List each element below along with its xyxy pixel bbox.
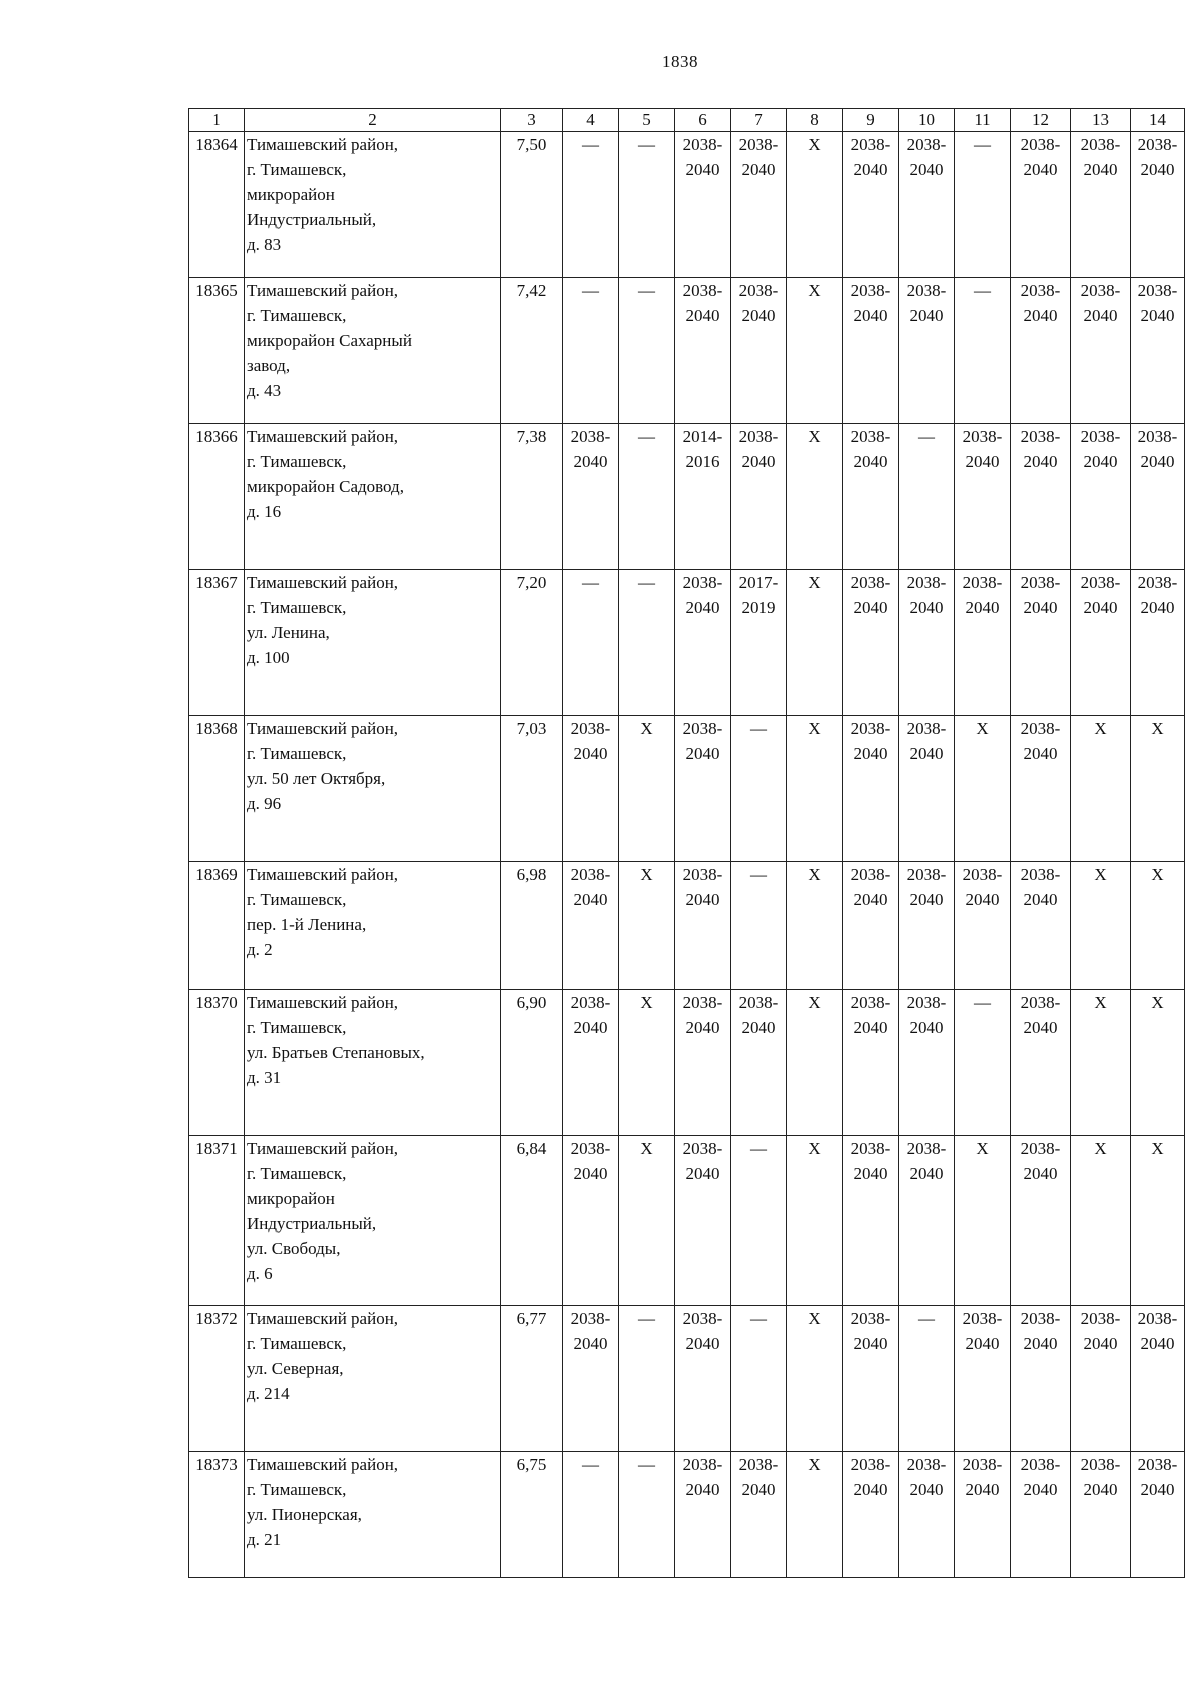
period-cell: 2038- 2040 [675, 990, 731, 1136]
row-id-cell: 18366 [189, 424, 245, 570]
period-cell: 2038- 2040 [1011, 862, 1071, 990]
header-row [189, 109, 1185, 132]
table-row [189, 1306, 1185, 1452]
area-cell: 7,38 [501, 424, 563, 570]
column-header: 3 [501, 109, 563, 132]
row-id-cell: 18365 [189, 278, 245, 424]
period-cell: 2038- 2040 [1011, 424, 1071, 570]
period-cell: Х [787, 570, 843, 716]
period-cell: 2038- 2040 [563, 862, 619, 990]
period-cell: 2017- 2019 [731, 570, 787, 716]
period-cell: 2038- 2040 [1011, 1306, 1071, 1452]
period-cell: 2038- 2040 [843, 570, 899, 716]
period-cell: Х [787, 862, 843, 990]
period-cell: 2038- 2040 [955, 1452, 1011, 1578]
period-cell: 2038- 2040 [675, 132, 731, 278]
row-id-cell: 18368 [189, 716, 245, 862]
period-cell: 2038- 2040 [563, 1306, 619, 1452]
period-cell: — [563, 132, 619, 278]
column-header: 1 [189, 109, 245, 132]
period-cell: 2038- 2040 [843, 278, 899, 424]
table-row [189, 1136, 1185, 1306]
period-cell: 2038- 2040 [1011, 716, 1071, 862]
table-row [189, 716, 1185, 862]
address-cell: Тимашевский район, г. Тимашевск, ул. Братьев Степановых, д. 31 [245, 990, 501, 1136]
period-cell: 2038- 2040 [731, 1452, 787, 1578]
period-cell: 2014- 2016 [675, 424, 731, 570]
area-cell: 6,98 [501, 862, 563, 990]
period-cell: Х [1071, 716, 1131, 862]
period-cell: Х [1071, 862, 1131, 990]
period-cell: — [899, 1306, 955, 1452]
table-row [189, 1452, 1185, 1578]
address-cell: Тимашевский район, г. Тимашевск, ул. Северная, д. 214 [245, 1306, 501, 1452]
period-cell: 2038- 2040 [899, 132, 955, 278]
period-cell: 2038- 2040 [1011, 132, 1071, 278]
period-cell: — [619, 570, 675, 716]
period-cell: — [731, 862, 787, 990]
row-id-cell: 18371 [189, 1136, 245, 1306]
column-header: 11 [955, 109, 1011, 132]
area-cell: 7,03 [501, 716, 563, 862]
column-header: 2 [245, 109, 501, 132]
period-cell: — [955, 278, 1011, 424]
period-cell: 2038- 2040 [675, 716, 731, 862]
period-cell: Х [787, 424, 843, 570]
period-cell: Х [619, 716, 675, 862]
period-cell: Х [1131, 1136, 1185, 1306]
column-header: 9 [843, 109, 899, 132]
column-header: 14 [1131, 109, 1185, 132]
period-cell: 2038- 2040 [731, 424, 787, 570]
area-cell: 6,75 [501, 1452, 563, 1578]
address-cell: Тимашевский район, г. Тимашевск, микрорайон Садовод, д. 16 [245, 424, 501, 570]
area-cell: 6,77 [501, 1306, 563, 1452]
period-cell: 2038- 2040 [843, 132, 899, 278]
table-row [189, 862, 1185, 990]
period-cell: 2038- 2040 [1071, 1452, 1131, 1578]
period-cell: 2038- 2040 [731, 132, 787, 278]
period-cell: 2038- 2040 [675, 278, 731, 424]
table-row [189, 570, 1185, 716]
period-cell: 2038- 2040 [1011, 278, 1071, 424]
period-cell: 2038- 2040 [899, 570, 955, 716]
period-cell: 2038- 2040 [899, 862, 955, 990]
period-cell: Х [1071, 1136, 1131, 1306]
address-cell: Тимашевский район, г. Тимашевск, ул. Пионерская, д. 21 [245, 1452, 501, 1578]
period-cell: Х [787, 990, 843, 1136]
period-cell: Х [787, 132, 843, 278]
row-id-cell: 18367 [189, 570, 245, 716]
period-cell: Х [619, 862, 675, 990]
period-cell: Х [1131, 990, 1185, 1136]
period-cell: — [731, 1136, 787, 1306]
period-cell: — [619, 278, 675, 424]
period-cell: — [619, 132, 675, 278]
period-cell: Х [787, 278, 843, 424]
period-cell: 2038- 2040 [955, 424, 1011, 570]
period-cell: — [563, 278, 619, 424]
period-cell: 2038- 2040 [843, 716, 899, 862]
period-cell: 2038- 2040 [899, 1136, 955, 1306]
area-cell: 6,84 [501, 1136, 563, 1306]
page-number: 1838 [662, 52, 698, 71]
period-cell: 2038- 2040 [843, 862, 899, 990]
period-cell: — [619, 1306, 675, 1452]
period-cell: 2038- 2040 [563, 716, 619, 862]
period-cell: Х [787, 1136, 843, 1306]
period-cell: 2038- 2040 [1071, 570, 1131, 716]
area-cell: 6,90 [501, 990, 563, 1136]
period-cell: 2038- 2040 [675, 1452, 731, 1578]
period-cell: 2038- 2040 [1011, 1452, 1071, 1578]
period-cell: 2038- 2040 [1131, 424, 1185, 570]
period-cell: 2038- 2040 [1071, 278, 1131, 424]
column-header: 4 [563, 109, 619, 132]
period-cell: — [619, 1452, 675, 1578]
period-cell: Х [955, 1136, 1011, 1306]
period-cell: Х [787, 716, 843, 862]
period-cell: Х [619, 990, 675, 1136]
period-cell: Х [787, 1306, 843, 1452]
period-cell: — [955, 990, 1011, 1136]
period-cell: 2038- 2040 [731, 990, 787, 1136]
period-cell: 2038- 2040 [563, 1136, 619, 1306]
table-row [189, 990, 1185, 1136]
row-id-cell: 18364 [189, 132, 245, 278]
period-cell: 2038- 2040 [1011, 990, 1071, 1136]
period-cell: 2038- 2040 [563, 990, 619, 1136]
address-cell: Тимашевский район, г. Тимашевск, микрорайон Индустриальный, д. 83 [245, 132, 501, 278]
period-cell: 2038- 2040 [955, 570, 1011, 716]
period-cell: 2038- 2040 [675, 862, 731, 990]
period-cell: — [731, 716, 787, 862]
period-cell: 2038- 2040 [843, 1452, 899, 1578]
area-cell: 7,50 [501, 132, 563, 278]
column-header: 12 [1011, 109, 1071, 132]
table-row [189, 278, 1185, 424]
period-cell: Х [787, 1452, 843, 1578]
period-cell: Х [1131, 862, 1185, 990]
period-cell: 2038- 2040 [675, 570, 731, 716]
period-cell: 2038- 2040 [843, 1306, 899, 1452]
period-cell: 2038- 2040 [1131, 1306, 1185, 1452]
row-id-cell: 18369 [189, 862, 245, 990]
column-header: 10 [899, 109, 955, 132]
address-cell: Тимашевский район, г. Тимашевск, микрорайон Сахарный завод, д. 43 [245, 278, 501, 424]
period-cell: 2038- 2040 [843, 424, 899, 570]
column-header: 7 [731, 109, 787, 132]
period-cell: 2038- 2040 [1071, 132, 1131, 278]
period-cell: 2038- 2040 [1131, 1452, 1185, 1578]
period-cell: 2038- 2040 [1131, 132, 1185, 278]
area-cell: 7,20 [501, 570, 563, 716]
table-row [189, 424, 1185, 570]
period-cell: 2038- 2040 [955, 862, 1011, 990]
period-cell: 2038- 2040 [1011, 1136, 1071, 1306]
period-cell: — [731, 1306, 787, 1452]
address-cell: Тимашевский район, г. Тимашевск, микрорайон Индустриальный, ул. Свободы, д. 6 [245, 1136, 501, 1306]
period-cell: Х [955, 716, 1011, 862]
column-header: 13 [1071, 109, 1131, 132]
period-cell: 2038- 2040 [1131, 570, 1185, 716]
period-cell: Х [619, 1136, 675, 1306]
period-cell: 2038- 2040 [1131, 278, 1185, 424]
period-cell: 2038- 2040 [731, 278, 787, 424]
period-cell: 2038- 2040 [563, 424, 619, 570]
row-id-cell: 18370 [189, 990, 245, 1136]
column-header: 5 [619, 109, 675, 132]
table-row [189, 132, 1185, 278]
period-cell: — [563, 1452, 619, 1578]
period-cell: 2038- 2040 [675, 1306, 731, 1452]
period-cell: 2038- 2040 [955, 1306, 1011, 1452]
period-cell: Х [1131, 716, 1185, 862]
row-id-cell: 18372 [189, 1306, 245, 1452]
column-header: 6 [675, 109, 731, 132]
period-cell: 2038- 2040 [899, 990, 955, 1136]
address-cell: Тимашевский район, г. Тимашевск, пер. 1-й Ленина, д. 2 [245, 862, 501, 990]
period-cell: — [619, 424, 675, 570]
period-cell: Х [1071, 990, 1131, 1136]
area-cell: 7,42 [501, 278, 563, 424]
period-cell: 2038- 2040 [1071, 1306, 1131, 1452]
period-cell: 2038- 2040 [1071, 424, 1131, 570]
period-cell: 2038- 2040 [899, 716, 955, 862]
period-cell: 2038- 2040 [1011, 570, 1071, 716]
column-header: 8 [787, 109, 843, 132]
period-cell: 2038- 2040 [899, 1452, 955, 1578]
period-cell: — [955, 132, 1011, 278]
period-cell: 2038- 2040 [675, 1136, 731, 1306]
address-cell: Тимашевский район, г. Тимашевск, ул. 50 лет Октября, д. 96 [245, 716, 501, 862]
period-cell: 2038- 2040 [843, 990, 899, 1136]
period-cell: 2038- 2040 [843, 1136, 899, 1306]
period-cell: 2038- 2040 [899, 278, 955, 424]
address-cell: Тимашевский район, г. Тимашевск, ул. Ленина, д. 100 [245, 570, 501, 716]
row-id-cell: 18373 [189, 1452, 245, 1578]
data-table [188, 108, 1185, 1578]
period-cell: — [899, 424, 955, 570]
period-cell: — [563, 570, 619, 716]
